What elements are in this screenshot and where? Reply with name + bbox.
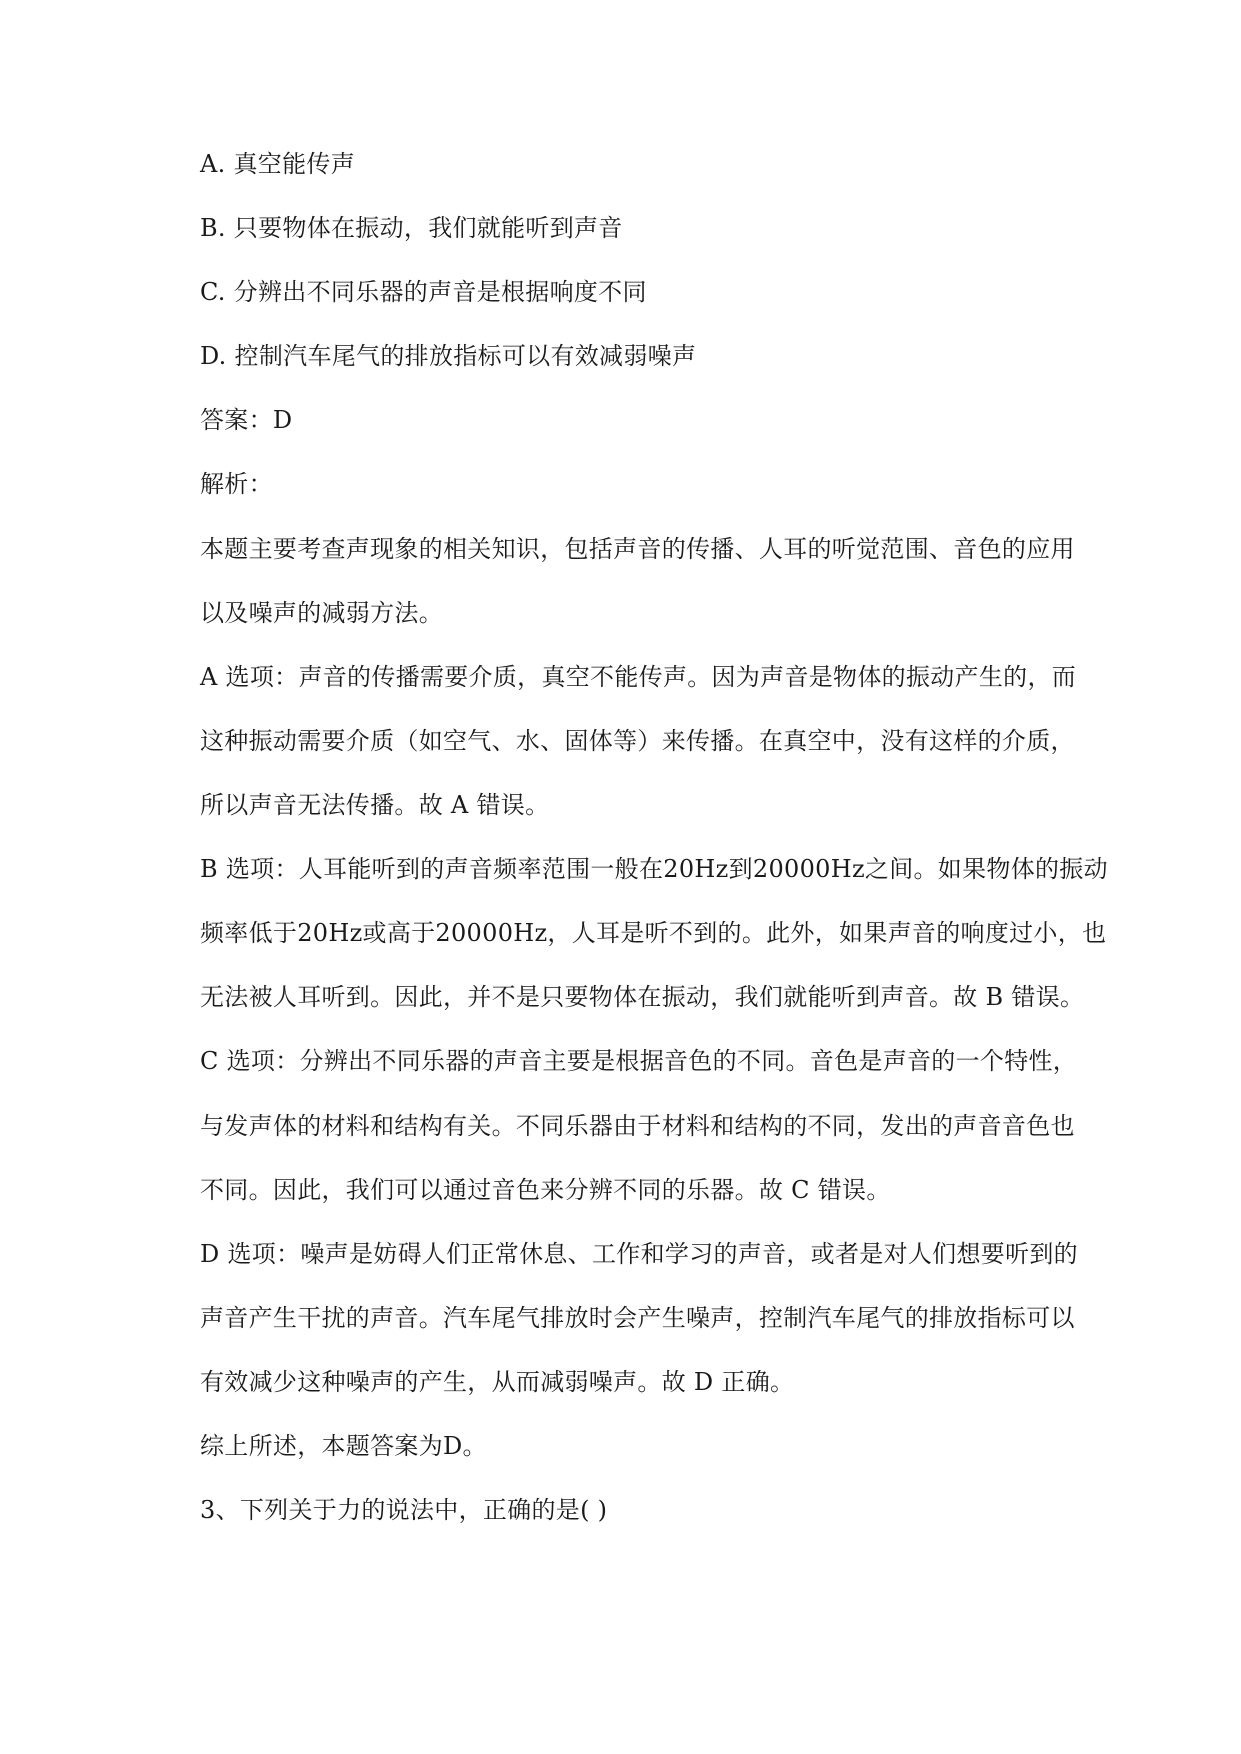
option-b: B. 只要物体在振动，我们就能听到声音 xyxy=(200,214,623,242)
analysis-line: 无法被人耳听到。因此，并不是只要物体在振动，我们就能听到声音。故 B 错误。 xyxy=(200,983,1085,1011)
analysis-line: B 选项：人耳能听到的声音频率范围一般在20Hz到20000Hz之间。如果物体的振动 xyxy=(200,855,1108,883)
next-question: 3、下列关于力的说法中，正确的是( ) xyxy=(200,1496,608,1524)
analysis-line: 不同。因此，我们可以通过音色来分辨不同的乐器。故 C 错误。 xyxy=(200,1176,891,1204)
analysis-line: 所以声音无法传播。故 A 错误。 xyxy=(200,791,550,819)
analysis-line: C 选项：分辨出不同乐器的声音主要是根据音色的不同。音色是声音的一个特性， xyxy=(200,1047,1078,1075)
analysis-line: 频率低于20Hz或高于20000Hz，人耳是听不到的。此外，如果声音的响度过小，也 xyxy=(200,919,1107,947)
option-a: A. 真空能传声 xyxy=(200,150,355,178)
analysis-line: 有效减少这种噪声的产生，从而减弱噪声。故 D 正确。 xyxy=(200,1368,795,1396)
analysis-label: 解析： xyxy=(200,470,273,498)
analysis-line: 以及噪声的减弱方法。 xyxy=(200,599,443,627)
analysis-line: 本题主要考查声现象的相关知识，包括声音的传播、人耳的听觉范围、音色的应用 xyxy=(200,535,1075,563)
analysis-line: A 选项：声音的传播需要介质，真空不能传声。因为声音是物体的振动产生的，而 xyxy=(200,663,1077,691)
analysis-line: 这种振动需要介质（如空气、水、固体等）来传播。在真空中，没有这样的介质， xyxy=(200,727,1075,755)
conclusion-line: 综上所述，本题答案为D。 xyxy=(200,1432,487,1460)
analysis-line: D 选项：噪声是妨碍人们正常休息、工作和学习的声音，或者是对人们想要听到的 xyxy=(200,1240,1078,1268)
analysis-line: 声音产生干扰的声音。汽车尾气排放时会产生噪声，控制汽车尾气的排放指标可以 xyxy=(200,1304,1075,1332)
option-c: C. 分辨出不同乐器的声音是根据响度不同 xyxy=(200,278,647,306)
option-d: D. 控制汽车尾气的排放指标可以有效减弱噪声 xyxy=(200,342,697,370)
analysis-line: 与发声体的材料和结构有关。不同乐器由于材料和结构的不同，发出的声音音色也 xyxy=(200,1112,1075,1140)
answer-line: 答案：D xyxy=(200,406,293,434)
